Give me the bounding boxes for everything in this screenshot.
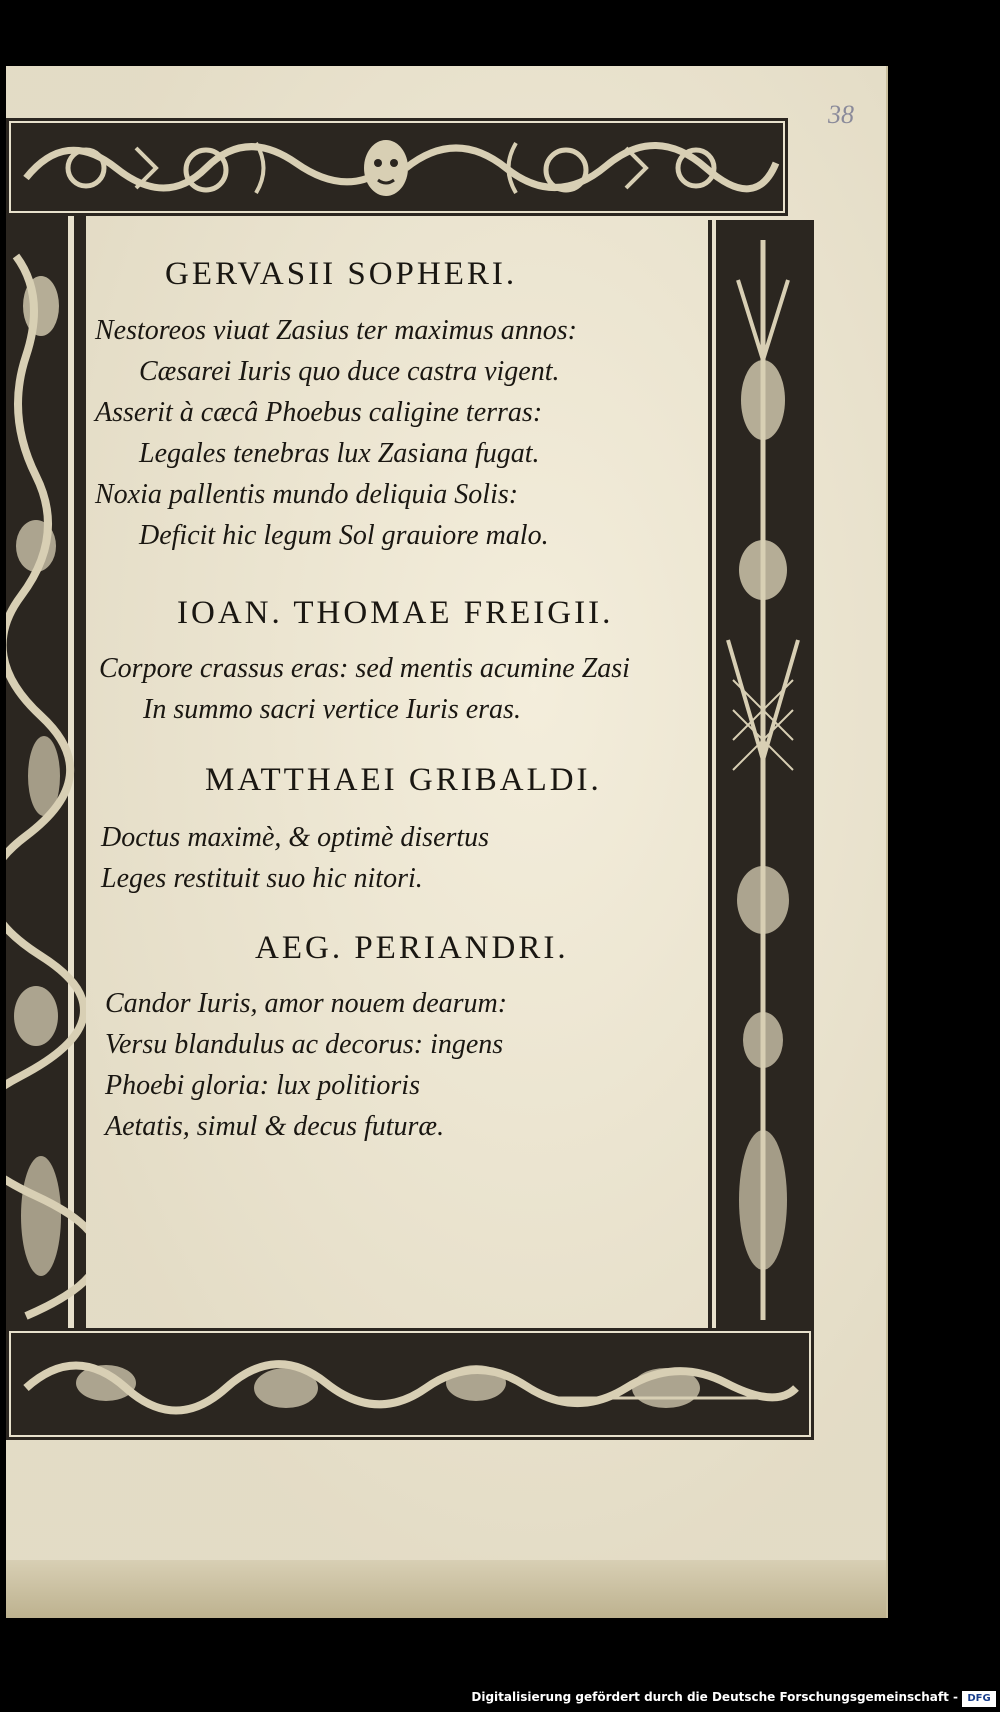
verse-group	[105, 983, 507, 1147]
verse-line: Noxia pallentis mundo deliquia Solis:	[95, 479, 519, 510]
verse-group	[99, 648, 630, 730]
woodcut-border-bottom	[6, 1328, 814, 1440]
verse-line: Leges restituit suo hic nitori.	[101, 863, 423, 894]
verse-line: Candor Iuris, amor nouem dearum:	[105, 988, 508, 1019]
section-heading: AEG. PERIANDRI.	[255, 930, 569, 966]
funding-notice: Digitalisierung gefördert durch die Deutsche Forschungsgemeinschaft -	[471, 1690, 958, 1704]
verse-line: Deficit hic legum Sol grauiore malo.	[139, 520, 549, 551]
verse-line: Doctus maximè, & optimè disertus	[101, 822, 490, 853]
woodcut-border-right	[708, 220, 814, 1328]
verse-line: Aetatis, simul & decus futuræ.	[105, 1111, 445, 1142]
woodcut-border-top	[6, 118, 788, 216]
verse-group	[95, 310, 577, 556]
verse-line: In summo sacri vertice Iuris eras.	[143, 694, 521, 725]
verse-line: Versu blandulus ac decorus: ingens	[105, 1029, 504, 1060]
verse-line: Cæsarei Iuris quo duce castra vigent.	[139, 356, 560, 387]
verse-line: Asserit à cæcâ Phoebus caligine terras:	[95, 397, 543, 428]
woodcut-border-left	[6, 216, 86, 1328]
section-heading: GERVASII SOPHERI.	[165, 256, 518, 292]
verse-group	[101, 817, 489, 899]
verse-line: Corpore crassus eras: sed mentis acumine Zasi	[99, 653, 630, 684]
page-edge	[6, 1560, 886, 1618]
section-heading: IOAN. THOMAE FREIGII.	[177, 595, 614, 631]
dfg-logo-icon: DFG	[962, 1691, 996, 1707]
footer-bar	[0, 1688, 1000, 1712]
section-heading: MATTHAEI GRIBALDI.	[205, 762, 602, 798]
verse-line: Legales tenebras lux Zasiana fugat.	[139, 438, 540, 469]
verse-line: Phoebi gloria: lux politioris	[105, 1070, 420, 1101]
folio-number: 38	[828, 100, 854, 129]
verse-line: Nestoreos viuat Zasius ter maximus annos:	[95, 315, 577, 346]
